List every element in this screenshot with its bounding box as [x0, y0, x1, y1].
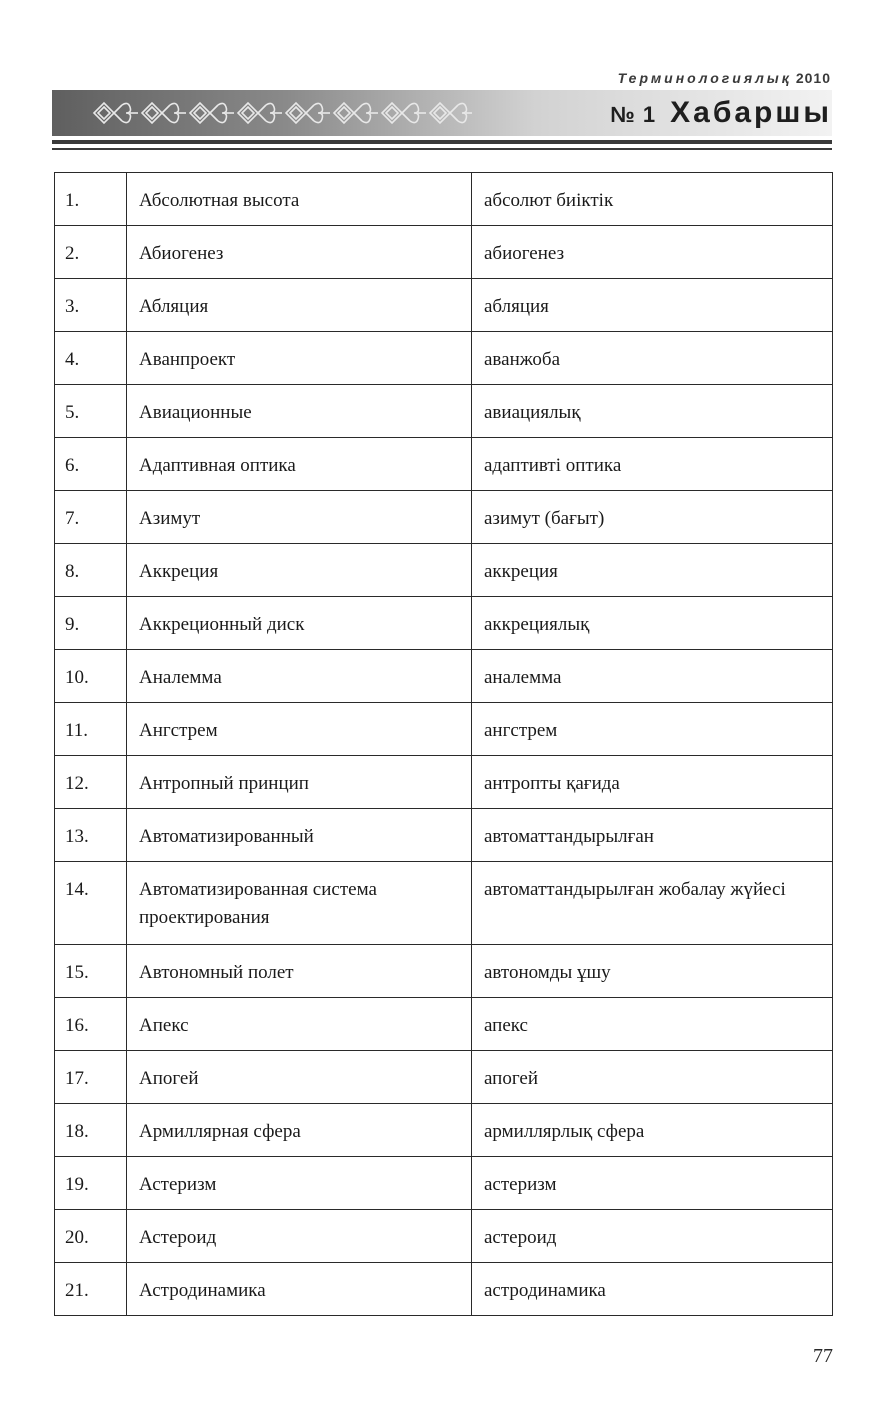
row-number: 19.	[55, 1157, 127, 1210]
term-russian: Аккреция	[127, 544, 472, 597]
row-number: 10.	[55, 650, 127, 703]
term-kazakh: апогей	[472, 1051, 833, 1104]
row-number: 15.	[55, 945, 127, 998]
table-row	[55, 332, 833, 385]
term-kazakh: астеризм	[472, 1157, 833, 1210]
term-russian: Армиллярная сфера	[127, 1104, 472, 1157]
row-number: 6.	[55, 438, 127, 491]
term-russian: Аванпроект	[127, 332, 472, 385]
term-russian: Аналемма	[127, 650, 472, 703]
table-row	[55, 809, 833, 862]
term-kazakh: аккрециялық	[472, 597, 833, 650]
table-row	[55, 544, 833, 597]
row-number: 18.	[55, 1104, 127, 1157]
term-kazakh: астродинамика	[472, 1263, 833, 1316]
table-row	[55, 1210, 833, 1263]
term-russian: Антропный принцип	[127, 756, 472, 809]
term-russian: Автономный полет	[127, 945, 472, 998]
term-kazakh: антропты қағида	[472, 756, 833, 809]
term-kazakh: аналемма	[472, 650, 833, 703]
row-number: 7.	[55, 491, 127, 544]
term-kazakh: автоматтандырылған жобалау жүйесі	[472, 862, 833, 945]
term-kazakh: апекс	[472, 998, 833, 1051]
table-row	[55, 1051, 833, 1104]
term-kazakh: армиллярлық сфера	[472, 1104, 833, 1157]
table-row	[55, 226, 833, 279]
header-rule-thick	[52, 140, 832, 144]
table-row	[55, 438, 833, 491]
page-number: 77	[813, 1345, 833, 1367]
term-russian: Автоматизированный	[127, 809, 472, 862]
row-number: 1.	[55, 173, 127, 226]
journal-year: 2010	[795, 70, 831, 86]
term-russian: Аккреционный диск	[127, 597, 472, 650]
row-number: 11.	[55, 703, 127, 756]
term-kazakh: астероид	[472, 1210, 833, 1263]
journal-title-text: Хабаршы	[670, 96, 832, 129]
journal-title	[610, 96, 832, 130]
ornament-pattern-icon	[92, 98, 472, 128]
term-russian: Автоматизированная система проектирования	[127, 862, 472, 945]
terms-table	[54, 172, 833, 1316]
term-kazakh: аванжоба	[472, 332, 833, 385]
term-kazakh: абсолют биіктік	[472, 173, 833, 226]
row-number: 17.	[55, 1051, 127, 1104]
row-number: 13.	[55, 809, 127, 862]
term-kazakh: авиациялық	[472, 385, 833, 438]
term-russian: Адаптивная оптика	[127, 438, 472, 491]
term-kazakh: ангстрем	[472, 703, 833, 756]
row-number: 21.	[55, 1263, 127, 1316]
row-number: 4.	[55, 332, 127, 385]
term-russian: Абляция	[127, 279, 472, 332]
table-row	[55, 862, 833, 945]
row-number: 8.	[55, 544, 127, 597]
term-kazakh: адаптивті оптика	[472, 438, 833, 491]
header-band	[52, 90, 832, 136]
row-number: 16.	[55, 998, 127, 1051]
term-kazakh: автоматтандырылған	[472, 809, 833, 862]
table-row	[55, 756, 833, 809]
row-number: 12.	[55, 756, 127, 809]
term-kazakh: автономды ұшу	[472, 945, 833, 998]
row-number: 3.	[55, 279, 127, 332]
row-number: 9.	[55, 597, 127, 650]
term-russian: Астероид	[127, 1210, 472, 1263]
term-russian: Азимут	[127, 491, 472, 544]
table-row	[55, 385, 833, 438]
term-russian: Абиогенез	[127, 226, 472, 279]
row-number: 20.	[55, 1210, 127, 1263]
term-russian: Абсолютная высота	[127, 173, 472, 226]
table-row	[55, 703, 833, 756]
table-row	[55, 1104, 833, 1157]
term-russian: Ангстрем	[127, 703, 472, 756]
row-number: 2.	[55, 226, 127, 279]
term-russian: Астеризм	[127, 1157, 472, 1210]
table-row	[55, 998, 833, 1051]
issue-number: № 1	[610, 102, 657, 127]
table-row	[55, 1263, 833, 1316]
table-row	[55, 491, 833, 544]
journal-subtitle	[618, 70, 831, 86]
row-number: 5.	[55, 385, 127, 438]
table-row	[55, 279, 833, 332]
term-russian: Апогей	[127, 1051, 472, 1104]
term-kazakh: абиогенез	[472, 226, 833, 279]
header-rule-thin	[52, 148, 832, 150]
table-row	[55, 597, 833, 650]
table-row	[55, 945, 833, 998]
term-kazakh: абляция	[472, 279, 833, 332]
table-row	[55, 173, 833, 226]
term-russian: Астродинамика	[127, 1263, 472, 1316]
term-kazakh: аккреция	[472, 544, 833, 597]
table-row	[55, 650, 833, 703]
journal-subtitle-text: Терминологиялық	[617, 70, 792, 86]
row-number: 14.	[55, 862, 127, 945]
terms-table-body	[55, 173, 833, 1316]
term-kazakh: азимут (бағыт)	[472, 491, 833, 544]
term-russian: Апекс	[127, 998, 472, 1051]
table-row	[55, 1157, 833, 1210]
term-russian: Авиационные	[127, 385, 472, 438]
